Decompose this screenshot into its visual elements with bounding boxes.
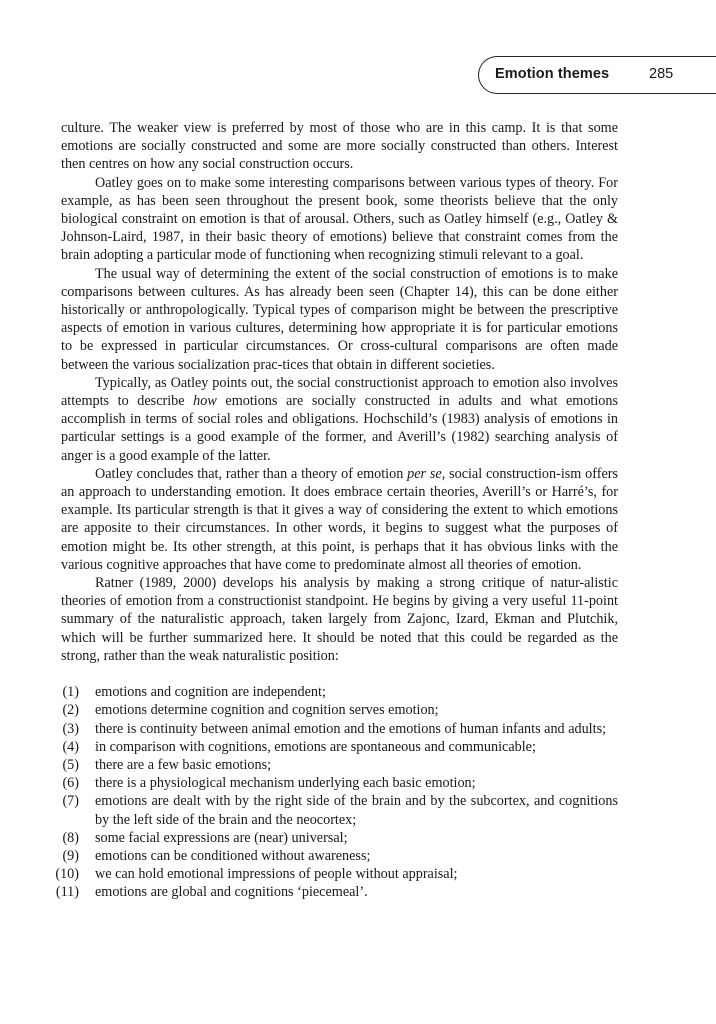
paragraph-text: The usual way of determining the extent of the social construction of emotions is to make comparisons between cultures. As has already been seen (Chapter 14), this can be done either historically or anthropologically. Typical types of comparison might be between the prescriptive aspects of emotion in various cultures, determining how appropriate it is for particular emotions to be expressed in particular circumstances. Or cross-cultural comparisons are often made between the various socialization prac-tices that obtain in different societies. [61, 265, 618, 373]
page-number: 285 [649, 66, 674, 82]
paragraph-text: Typically, as Oatley points out, the social constructionist approach to emotion also involves attempts to describe [61, 374, 618, 410]
paragraph [61, 574, 618, 665]
paragraphs [61, 119, 618, 665]
list-item [61, 829, 618, 847]
body-text [55, 119, 618, 902]
paragraph-text: , social construction-ism offers an approach to understanding emotion. It does embrace certain theories, Averill’s or Harré’s, for example. Its particular strength is that it gives a way of considering the extent to which emotions are apposite to their circumstances. In other words, it begins to suggest what the purposes of emotion might be. Its other strength, at this point, is perhaps that it has obvious links with the various cognitive approaches that have come to predominate almost all theories of emotion. [61, 465, 618, 573]
list-item [61, 683, 618, 701]
list-item [61, 792, 618, 828]
list-item [61, 720, 618, 738]
list-item-text: there is a physiological mechanism underlying each basic emotion; [95, 775, 476, 792]
list-item-text: there are a few basic emotions; [95, 756, 272, 773]
list-item-text: there is continuity between animal emotion and the emotions of human infants and adults; [95, 720, 607, 737]
list-marker: (8) [62, 829, 79, 846]
list-item [61, 701, 618, 719]
list-item-text: emotions and cognition are independent; [95, 684, 326, 701]
paragraph [61, 465, 618, 574]
list-item-text: in comparison with cognitions, emotions are spontaneous and communicable; [95, 738, 536, 755]
list-item [61, 738, 618, 756]
list-marker: (3) [62, 720, 79, 737]
list-item [61, 756, 618, 774]
paragraph-text: Oatley concludes that, rather than a theory of emotion [95, 465, 408, 482]
list-item-text: emotions are dealt with by the right side of the brain and by the subcortex, and cognitions by the left side of the brain and the neocortex; [95, 793, 618, 828]
italic-text: how [193, 393, 217, 410]
list-marker: (11) [55, 884, 79, 901]
paragraph-text: Ratner (1989, 2000) develops his analysis by making a strong critique of natur-alistic theories of emotion from a constructionist standpoint. He begins by giving a very useful 11-point summary of the naturalistic approach, taken largely from Zajonc, Izard, Ekman and Plutchik, which will be further summarized here. It should be noted that this could be regarded as the strong, rather than the weak naturalistic position: [61, 575, 618, 664]
running-head-title: Emotion themes [495, 66, 610, 82]
list-item-text: emotions can be conditioned without awareness; [95, 847, 371, 864]
list-marker: (2) [62, 702, 79, 719]
list-item [55, 883, 618, 901]
list-marker: (6) [62, 775, 79, 792]
paragraph-text: Oatley goes on to make some interesting comparisons between various types of theory. For example, as has been seen throughout the present book, some theorists believe that the only biological constraint on emotion is that of arousal. Others, such as Oatley himself (e.g., Oatley & Johnson-Laird, 1987, in their basic theory of emotions) believe that constraint comes from the brain adopting a particular mode of functioning when recognizing stimuli relevant to a goal. [61, 174, 618, 264]
list-marker: (1) [62, 684, 79, 701]
list-marker: (10) [55, 866, 79, 883]
running-head [478, 56, 716, 94]
list-marker: (9) [62, 847, 79, 864]
list-marker: (4) [62, 738, 79, 755]
list-marker: (7) [62, 793, 79, 810]
paragraph-text: culture. The weaker view is preferred by most of those who are in this camp. It is that some emotions are socially constructed and some are more socially constructed than others. Interest then centres on how any social construction occurs. [61, 120, 618, 173]
paragraph [61, 374, 618, 465]
list-item-text: emotions are global and cognitions ‘piecemeal’. [95, 884, 368, 901]
list-marker: (5) [62, 756, 79, 773]
list-item [61, 847, 618, 865]
list-item-text: emotions determine cognition and cognition serves emotion; [95, 702, 439, 719]
list-item [55, 865, 618, 883]
list-item [61, 774, 618, 792]
paragraph [61, 119, 618, 174]
list-item-text: some facial expressions are (near) universal; [95, 829, 348, 846]
numbered-list [55, 683, 618, 901]
italic-text: per se [407, 465, 442, 482]
paragraph-text: emotions are socially constructed in adults and what emotions accomplish in terms of social roles and obligations. Hochschild’s (1983) analysis of emotions in particular settings is a good example of the former, and Averill’s (1982) searching analysis of anger is a good example of the latter. [61, 393, 618, 464]
paragraph [61, 174, 618, 265]
list-item-text: we can hold emotional impressions of people without appraisal; [95, 866, 458, 883]
paragraph [61, 265, 618, 374]
